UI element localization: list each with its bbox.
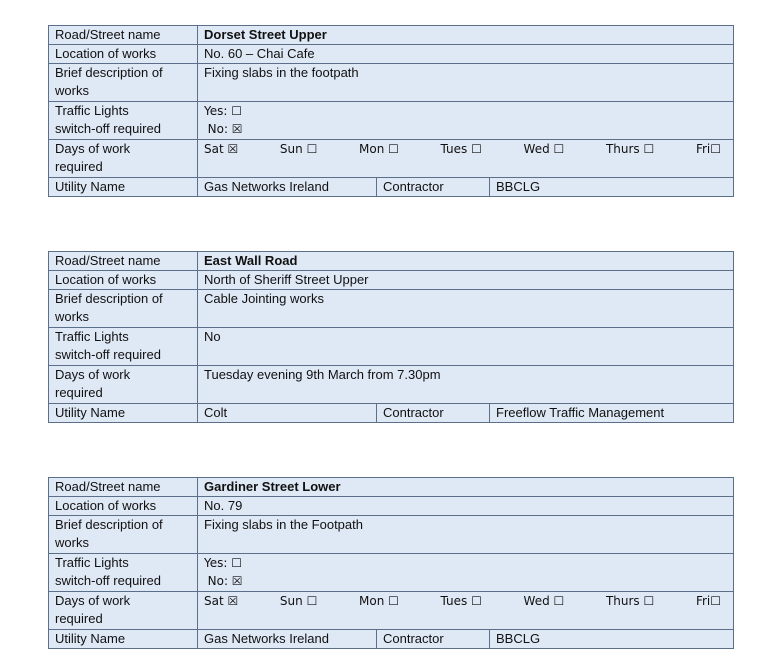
utility-label: Utility Name [49, 404, 198, 423]
works-table-3 [48, 477, 734, 649]
traffic-value [198, 554, 734, 592]
utility-row [198, 404, 734, 423]
days-label: Days of work required [49, 592, 198, 630]
description-label: Brief description of works [49, 516, 198, 554]
day-tues-checkbox: Tues ☐ [440, 142, 482, 156]
description-label: Brief description of works [49, 290, 198, 328]
contractor-label: Contractor [376, 178, 489, 196]
traffic-no-checkbox: No: ☒ [207, 122, 243, 136]
traffic-label: Traffic Lights switch-off required [49, 102, 198, 140]
day-thurs-checkbox: Thurs ☐ [605, 142, 655, 156]
description-value: Fixing slabs in the footpath [198, 64, 734, 102]
day-mon-checkbox: Mon ☐ [359, 594, 399, 608]
utility-value: Gas Networks Ireland [204, 631, 329, 646]
days-label: Days of work required [49, 140, 198, 178]
contractor-label: Contractor [376, 404, 489, 422]
location-value: No. 79 [198, 497, 734, 516]
works-table-2 [48, 251, 734, 423]
traffic-label: Traffic Lights switch-off required [49, 328, 198, 366]
road-label: Road/Street name [49, 478, 198, 497]
contractor-value: BBCLG [489, 178, 733, 196]
day-fri-checkbox: Fri☐ [695, 594, 721, 608]
days-value [198, 592, 734, 630]
description-value: Cable Jointing works [198, 290, 734, 328]
traffic-yes-checkbox: Yes: ☐ [204, 556, 242, 570]
traffic-no-checkbox: No: ☒ [207, 574, 243, 588]
contractor-label: Contractor [376, 630, 489, 648]
traffic-value [198, 102, 734, 140]
day-fri-checkbox: Fri☐ [695, 142, 721, 156]
contractor-value: Freeflow Traffic Management [489, 404, 733, 422]
contractor-value: BBCLG [489, 630, 733, 648]
utility-value: Gas Networks Ireland [204, 179, 329, 194]
traffic-value: No [198, 328, 734, 366]
road-label: Road/Street name [49, 252, 198, 271]
days-label: Days of work required [49, 366, 198, 404]
day-tues-checkbox: Tues ☐ [440, 594, 482, 608]
works-table-1 [48, 25, 734, 197]
utility-label: Utility Name [49, 178, 198, 197]
location-label: Location of works [49, 45, 198, 64]
description-value: Fixing slabs in the Footpath [198, 516, 734, 554]
day-wed-checkbox: Wed ☐ [523, 142, 565, 156]
day-sun-checkbox: Sun ☐ [279, 594, 318, 608]
day-mon-checkbox: Mon ☐ [359, 142, 399, 156]
day-sun-checkbox: Sun ☐ [279, 142, 318, 156]
road-label: Road/Street name [49, 26, 198, 45]
road-value: East Wall Road [198, 252, 734, 271]
traffic-yes-checkbox: Yes: ☐ [204, 104, 242, 118]
location-label: Location of works [49, 271, 198, 290]
location-label: Location of works [49, 497, 198, 516]
days-value: Tuesday evening 9th March from 7.30pm [198, 366, 734, 404]
days-value [198, 140, 734, 178]
utility-value: Colt [204, 405, 228, 420]
utility-label: Utility Name [49, 630, 198, 649]
road-value: Dorset Street Upper [198, 26, 734, 45]
utility-row [198, 630, 734, 649]
day-thurs-checkbox: Thurs ☐ [605, 594, 655, 608]
utility-row [198, 178, 734, 197]
day-sat-checkbox: Sat ☒ [204, 142, 239, 156]
day-sat-checkbox: Sat ☒ [204, 594, 239, 608]
traffic-label: Traffic Lights switch-off required [49, 554, 198, 592]
location-value: North of Sheriff Street Upper [198, 271, 734, 290]
day-wed-checkbox: Wed ☐ [523, 594, 565, 608]
road-value: Gardiner Street Lower [198, 478, 734, 497]
description-label: Brief description of works [49, 64, 198, 102]
location-value: No. 60 – Chai Cafe [198, 45, 734, 64]
